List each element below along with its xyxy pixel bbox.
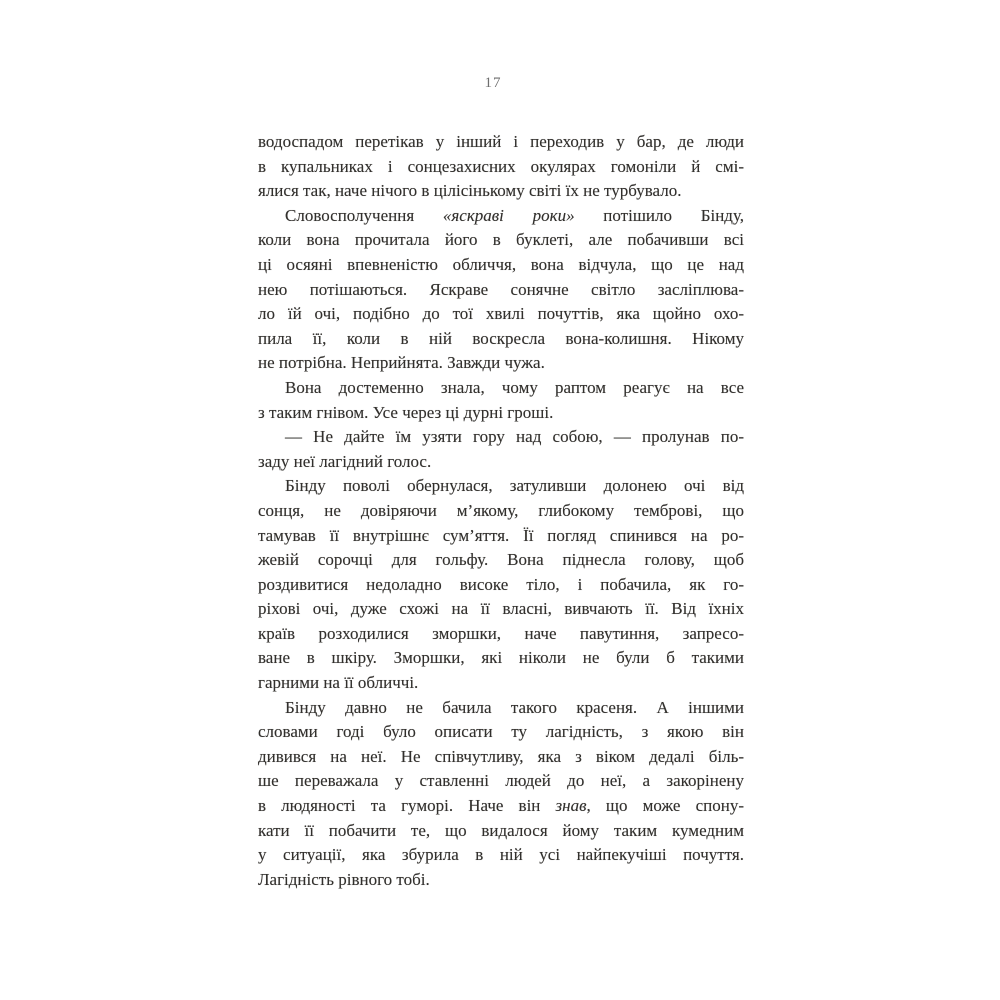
page-number: 17 — [484, 75, 502, 91]
text-line: кати її побачити те, що видалося йому таким кумедним — [258, 820, 744, 840]
paragraph — [258, 425, 744, 474]
text-line: нею потішаються. Яскраве сонячне світло засліплюва- — [258, 279, 744, 299]
paragraph — [258, 376, 744, 425]
text-line: тамував її внутрішнє сум’яття. Її погляд спинився на ро- — [258, 525, 744, 545]
text-line: гарними на її обличчі. — [258, 673, 419, 693]
text-line: сонця, не довіряючи м’якому, глибокому темброві, що — [258, 500, 744, 520]
text-line: дивився на неї. Не співчутливу, яка з віком дедалі біль- — [258, 746, 744, 766]
text-line: Словосполучення «яскраві роки» потішило Бінду, — [285, 205, 744, 225]
text-line: ло їй очі, подібно до тої хвилі почуттів, яка щойно охо- — [258, 304, 744, 324]
text-line: ване в шкіру. Зморшки, які ніколи не були б такими — [258, 648, 744, 668]
text-line: в купальниках і сонцезахисних окулярах гомоніли й смі- — [258, 156, 744, 176]
text-line: з таким гнівом. Усе через ці дурні гроші. — [258, 402, 554, 422]
text-line: заду неї лагідний голос. — [258, 451, 432, 471]
paragraph — [258, 204, 744, 376]
text-line: водоспадом перетікав у інший і переходив у бар, де люди — [258, 132, 744, 151]
text-line: словами годі було описати ту лагідність, з якою він — [258, 722, 744, 742]
text-line: Бінду поволі обернулася, затуливши долонею очі від — [285, 476, 744, 496]
text-line: ці осяяні впевненістю обличчя, вона відчула, що це над — [258, 254, 744, 274]
text-line: роздивитися недоладно високе тіло, і побачила, як го- — [258, 574, 744, 594]
text-line: ше переважала у ставленні людей до неї, а закорінену — [258, 771, 744, 791]
text-line: пила її, коли в ній воскресла вона-колишня. Нікому — [258, 328, 744, 348]
text-line: — Не дайте їм узяти гору над собою, — пролунав по- — [285, 427, 744, 447]
text-line: ріхові очі, дуже схожі на її власні, вивчають її. Від їхніх — [258, 599, 744, 619]
text-line: жевій сорочці для гольфу. Вона піднесла голову, щоб — [258, 550, 744, 570]
text-line: у ситуації, яка збурила в ній усі найпекучіші почуття. — [258, 845, 744, 865]
paragraph — [258, 696, 744, 893]
text-line: країв розходилися зморшки, наче павутиння, запресо- — [258, 623, 744, 643]
text-line: не потрібна. Неприйнята. Завжди чужа. — [258, 353, 545, 373]
text-line: в людяності та гуморі. Наче він знав, що може спону- — [258, 796, 744, 816]
text-line: Лагідність рівного тобі. — [258, 869, 430, 889]
paragraph — [258, 130, 744, 204]
text-line: ялися так, наче нічого в цілісінькому світі їх не турбувало. — [258, 181, 682, 201]
paragraph — [258, 474, 744, 695]
text-block — [258, 130, 744, 892]
text-line: Бінду давно не бачила такого красеня. А іншими — [285, 697, 744, 717]
text-line: коли вона прочитала його в буклеті, але побачивши всі — [258, 230, 744, 250]
text-line: Вона достеменно знала, чому раптом реагує на все — [285, 377, 744, 397]
